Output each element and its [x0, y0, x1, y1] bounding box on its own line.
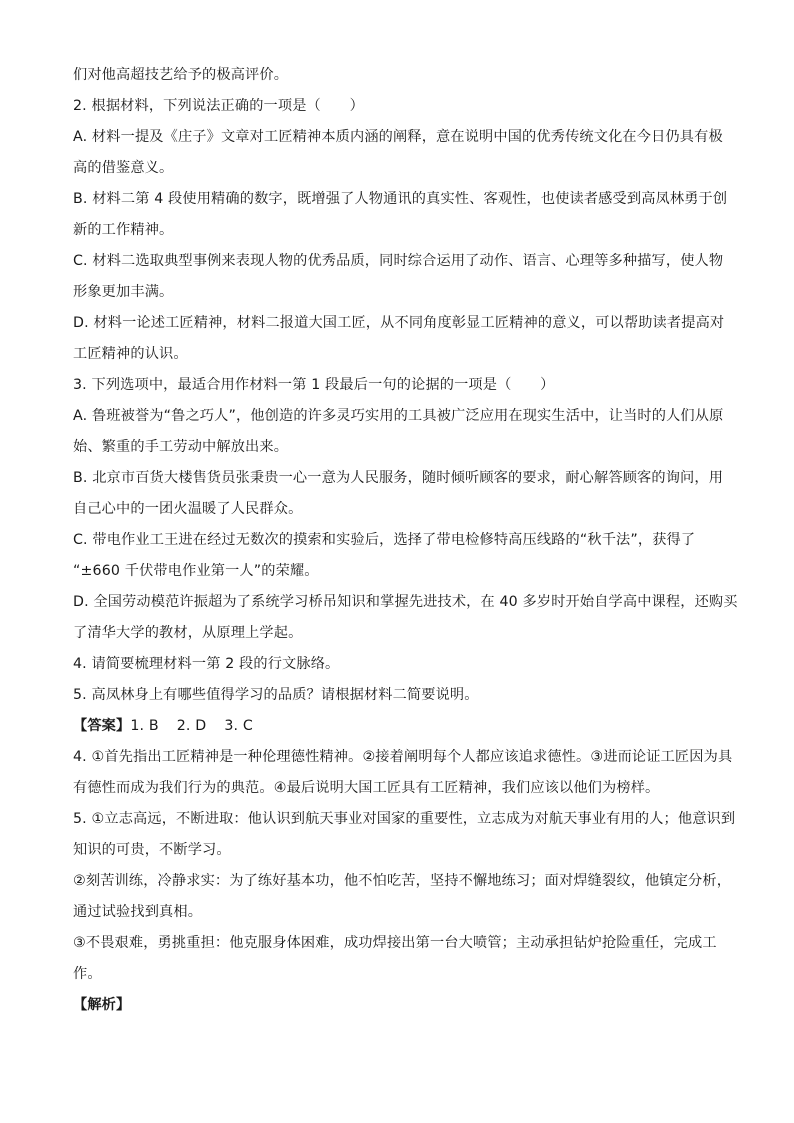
option-3c: C. 带电作业工王进在经过无数次的摸索和实验后，选择了带电检修特高压线路的“秋千法”，获得了 — [73, 532, 696, 548]
text-line: 形象更加丰满。 — [73, 284, 174, 300]
text-line: “±660 千伏带电作业第一人”的荣耀。 — [73, 563, 319, 579]
answer-5: 5. ①立志高远，不断进取：他认识到航天事业对国家的重要性，立志成为对航天事业有用的人；他意识到 — [73, 811, 736, 827]
answer-summary — [73, 711, 723, 742]
text-line: 新的工作精神。 — [73, 222, 174, 238]
option-2d: D. 材料一论述工匠精神，材料二报道大国工匠，从不同角度彰显工匠精神的意义，可以帮助读者提高对 — [73, 315, 725, 331]
answer-3: 3. C — [224, 718, 253, 734]
document-page — [73, 60, 738, 1021]
question-3: 3. 下列选项中，最适合用作材料一第 1 段最后一句的论据的一项是（ ） — [73, 377, 555, 393]
answer-label: 【答案】 — [73, 718, 131, 734]
text-line: 作。 — [73, 966, 102, 982]
text-line: 高的借鉴意义。 — [73, 160, 174, 176]
answer-1: 1. B — [130, 718, 159, 734]
answer-5-point-3: ③不畏艰难，勇挑重担：他克服身体困难，成功焊接出第一台大喷管；主动承担钻炉抢险重任，完成工 — [73, 935, 717, 951]
text-line: 通过试验找到真相。 — [73, 904, 203, 920]
option-3d: D. 全国劳动模范许振超为了系统学习桥吊知识和掌握先进技术，在 40 多岁时开始自学高中课程，还购买 — [73, 594, 738, 610]
text-line: 了清华大学的教材，从原理上学起。 — [73, 625, 303, 641]
answer-4: 4. ①首先指出工匠精神是一种伦理德性精神。②接着阐明每个人都应该追求德性。③进而论证工匠因为具 — [73, 749, 733, 765]
analysis-heading — [73, 990, 723, 1021]
analysis-label: 【解析】 — [73, 997, 131, 1013]
answer-5-point-2: ②刻苦训练，冷静求实：为了练好基本功，他不怕吃苦，坚持不懈地练习；面对焊缝裂纹，他镇定分析， — [73, 873, 732, 889]
question-5: 5. 高凤林身上有哪些值得学习的品质？请根据材料二简要说明。 — [73, 687, 479, 703]
question-4: 4. 请简要梳理材料一第 2 段的行文脉络。 — [73, 656, 340, 672]
option-3a: A. 鲁班被誉为“鲁之巧人”，他创造的许多灵巧实用的工具被广泛应用在现实生活中，让当时的人们从原 — [73, 408, 724, 424]
question-2: 2. 根据材料，下列说法正确的一项是（ ） — [73, 98, 364, 114]
text-line: 知识的可贵，不断学习。 — [73, 842, 231, 858]
text-line: 工匠精神的认识。 — [73, 346, 188, 362]
option-2a: A. 材料一提及《庄子》文章对工匠精神本质内涵的阐释，意在说明中国的优秀传统文化在今日仍具有极 — [73, 129, 723, 145]
option-3b: B. 北京市百货大楼售货员张秉贵一心一意为人民服务，随时倾听顾客的要求，耐心解答顾客的询问，用 — [73, 470, 724, 486]
text-line: 有德性而成为我们行为的典范。④最后说明大国工匠具有工匠精神，我们应该以他们为榜样。 — [73, 780, 660, 796]
text-line: 自己心中的一团火温暖了人民群众。 — [73, 501, 303, 517]
answer-2: 2. D — [176, 718, 207, 734]
text-line: 始、繁重的手工劳动中解放出来。 — [73, 439, 289, 455]
option-2b: B. 材料二第 4 段使用精确的数字，既增强了人物通讯的真实性、客观性，也使读者感受到高凤林勇于创 — [73, 191, 728, 207]
option-2c: C. 材料二选取典型事例来表现人物的优秀品质，同时综合运用了动作、语言、心理等多种描写，使人物 — [73, 253, 724, 269]
text-line: 们对他高超技艺给予的极高评价。 — [73, 67, 289, 83]
